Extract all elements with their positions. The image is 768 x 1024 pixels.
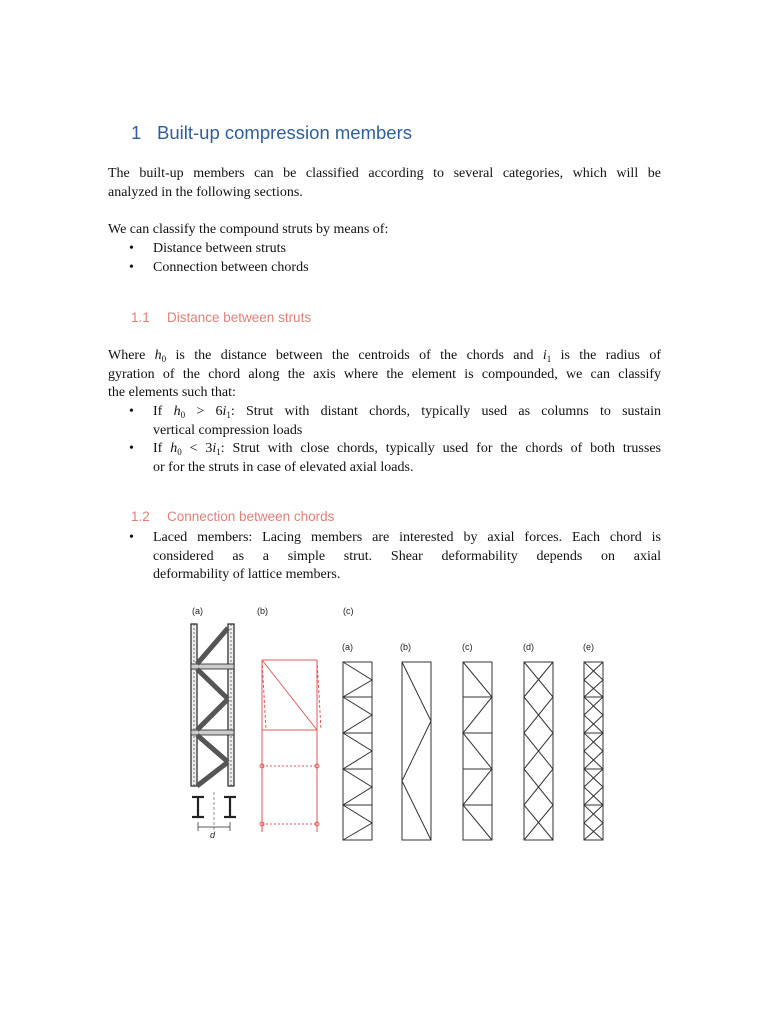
lacing-type-a [343, 662, 372, 840]
bullet-icon: • [129, 241, 134, 256]
cases-list [108, 403, 661, 477]
subsection-heading-1-1: 1.1 Distance between struts [131, 310, 312, 325]
connection-list [108, 529, 661, 585]
section-number: 1 [131, 122, 142, 143]
distance-line-2: gyration of the chord along the axis where the element is compounded, we can classify [108, 366, 661, 382]
shear-deformation-drawing [260, 660, 321, 832]
section-title: Built-up compression members [157, 122, 412, 143]
list-item: • Laced members: Lacing members are interested by axial forces. Each chord is considered as a simple strut. Shear deformability depends on axial deformability of lattice members. [129, 530, 661, 582]
laced-column-drawing [191, 624, 236, 832]
intro-line-2: analyzed in the following sections. [108, 184, 303, 200]
list-item: • If $h_0 < 3i_1$: Strut with close chords, typically used for the chords of both trusses or for the struts in case of elevated axial loads. [129, 441, 661, 475]
lacing-label-c: (c) [462, 642, 473, 652]
classify-lead: We can classify the compound struts by means of: [108, 222, 389, 237]
lacing-type-b [402, 662, 431, 840]
list-item: • Connection between chords [108, 259, 661, 278]
lacing-type-c [463, 662, 492, 840]
laced-members-figure [186, 602, 606, 847]
intro-line-1: The built-up members can be classified according to several categories, which will be [108, 166, 661, 181]
distance-line-3: the elements such that: [108, 385, 236, 400]
bullet-icon: • [129, 404, 134, 419]
figure-label-a: (a) [192, 606, 203, 616]
lacing-type-d [524, 662, 553, 840]
lacing-type-e [584, 662, 603, 840]
list-item: • If $h_0 > 6i_1$: Strut with distant chords, typically used as columns to sustain vertical compression loads [129, 404, 661, 438]
subsection-heading-1-2: 1.2 Connection between chords [131, 509, 335, 524]
figure-label-b: (b) [257, 606, 268, 616]
list-item: • Distance between struts [108, 240, 661, 259]
lacing-label-d: (d) [523, 642, 534, 652]
classify-list [108, 240, 661, 277]
section-heading [131, 122, 412, 144]
bullet-icon: • [129, 259, 134, 275]
lacing-label-e: (e) [583, 642, 594, 652]
lacing-label-a: (a) [342, 642, 353, 652]
distance-paragraph [108, 347, 661, 403]
dimension-label-d: d [210, 830, 216, 840]
intro-paragraph [108, 165, 661, 202]
distance-line-1: Where $h_0$ is the distance between the centroids of the chords and $i_1$ is the radius of [108, 348, 661, 364]
lacing-label-b: (b) [400, 642, 411, 652]
bullet-icon: • [129, 530, 134, 545]
figure-label-c: (c) [343, 606, 354, 616]
bullet-icon: • [129, 441, 134, 456]
